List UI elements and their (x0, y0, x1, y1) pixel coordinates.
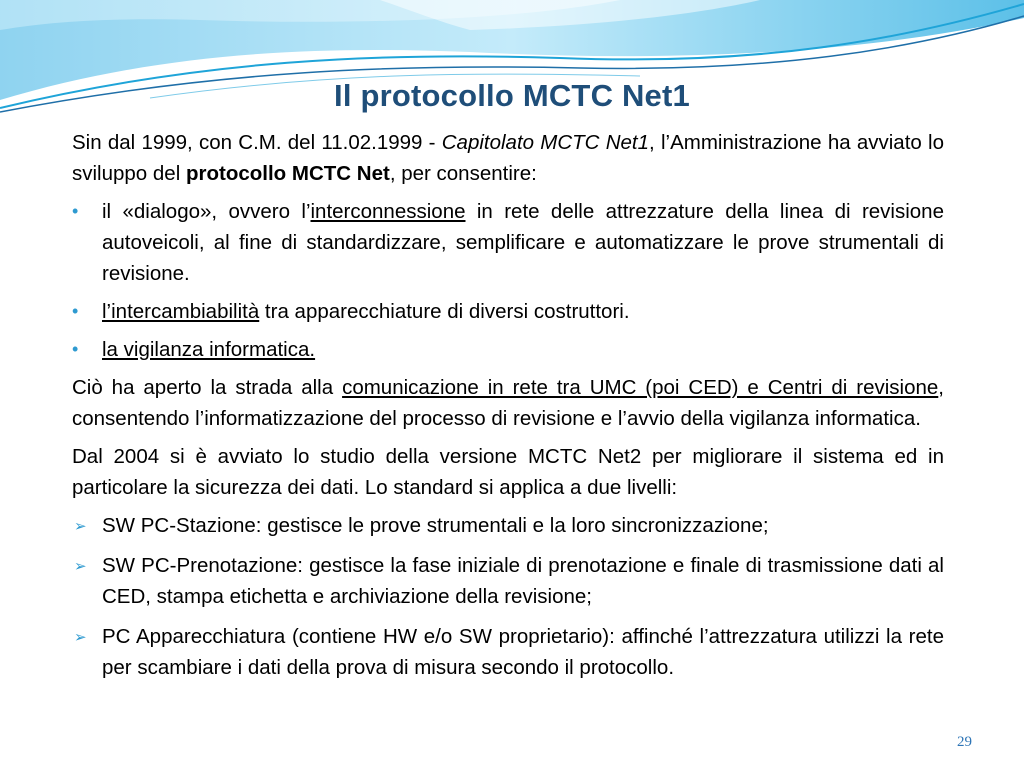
paragraph-2 (72, 372, 944, 434)
intro-text-part1: Sin dal 1999, con C.M. del 11.02.1999 - (72, 131, 442, 154)
slide-body (72, 127, 944, 692)
bullet-icon: • (72, 301, 79, 321)
arrow-item (72, 550, 944, 612)
intro-text-part2: , l’Amministrazione ha avviato lo sviluppo del (72, 131, 944, 185)
arrow-item-text: SW PC-Prenotazione: gestisce la fase iniziale di prenotazione e finale di trasmissione dati al CED, stampa etichetta e archiviazione della revisione; (102, 554, 944, 608)
intro-text-part3: , per consentire: (389, 162, 537, 185)
bullet-item (72, 296, 944, 327)
slide-title: Il protocollo MCTC Net1 (334, 78, 690, 113)
bullet-item (72, 334, 944, 365)
bullet-underlined-text: l’intercambiabilità (102, 300, 260, 323)
arrow-item (72, 510, 944, 541)
bullet-item (72, 196, 944, 289)
bullet-text-pre: il «dialogo», ovvero l’ (102, 200, 311, 223)
paragraph-2-underlined: comunicazione in rete tra UMC (poi CED) e Centri di revisione (342, 376, 939, 399)
intro-italic-text: Capitolato MCTC Net1 (441, 131, 650, 154)
bullet-text-post: tra apparecchiature di diversi costruttori. (259, 300, 630, 323)
arrow-item-text: SW PC-Stazione: gestisce le prove strumentali e la loro sincronizzazione; (102, 514, 769, 537)
bullet-text-post: in rete delle attrezzature della linea di revisione autoveicoli, al fine di standardizzare, semplificare e automatizzare le prove strumentali di revisione. (102, 200, 944, 285)
arrow-bullet-icon: ➢ (74, 558, 87, 575)
paragraph-3: Dal 2004 si è avviato lo studio della versione MCTC Net2 per migliorare il sistema ed in particolare la sicurezza dei dati. Lo standard si applica a due livelli: (72, 445, 944, 499)
arrow-item-text: PC Apparecchiatura (contiene HW e/o SW proprietario): affinché l’attrezzatura utilizzi la rete per scambiare i dati della prova di misura secondo il protocollo. (102, 625, 944, 679)
arrow-item (72, 621, 944, 683)
intro-bold-text: protocollo MCTC Net (185, 162, 390, 185)
bullet-icon: • (72, 339, 79, 359)
intro-paragraph (72, 127, 944, 189)
bullet-icon: • (72, 201, 79, 221)
paragraph-2-post: , consentendo l’informatizzazione del processo di revisione e l’avvio della vigilanza informatica. (72, 376, 944, 430)
arrow-bullet-icon: ➢ (74, 518, 87, 535)
arrow-bullet-icon: ➢ (74, 629, 87, 646)
paragraph-2-pre: Ciò ha aperto la strada alla (72, 376, 343, 399)
page-number: 29 (957, 734, 972, 750)
bullet-underlined-text: la vigilanza informatica. (102, 338, 316, 361)
bullet-underlined-text: interconnessione (310, 200, 466, 223)
